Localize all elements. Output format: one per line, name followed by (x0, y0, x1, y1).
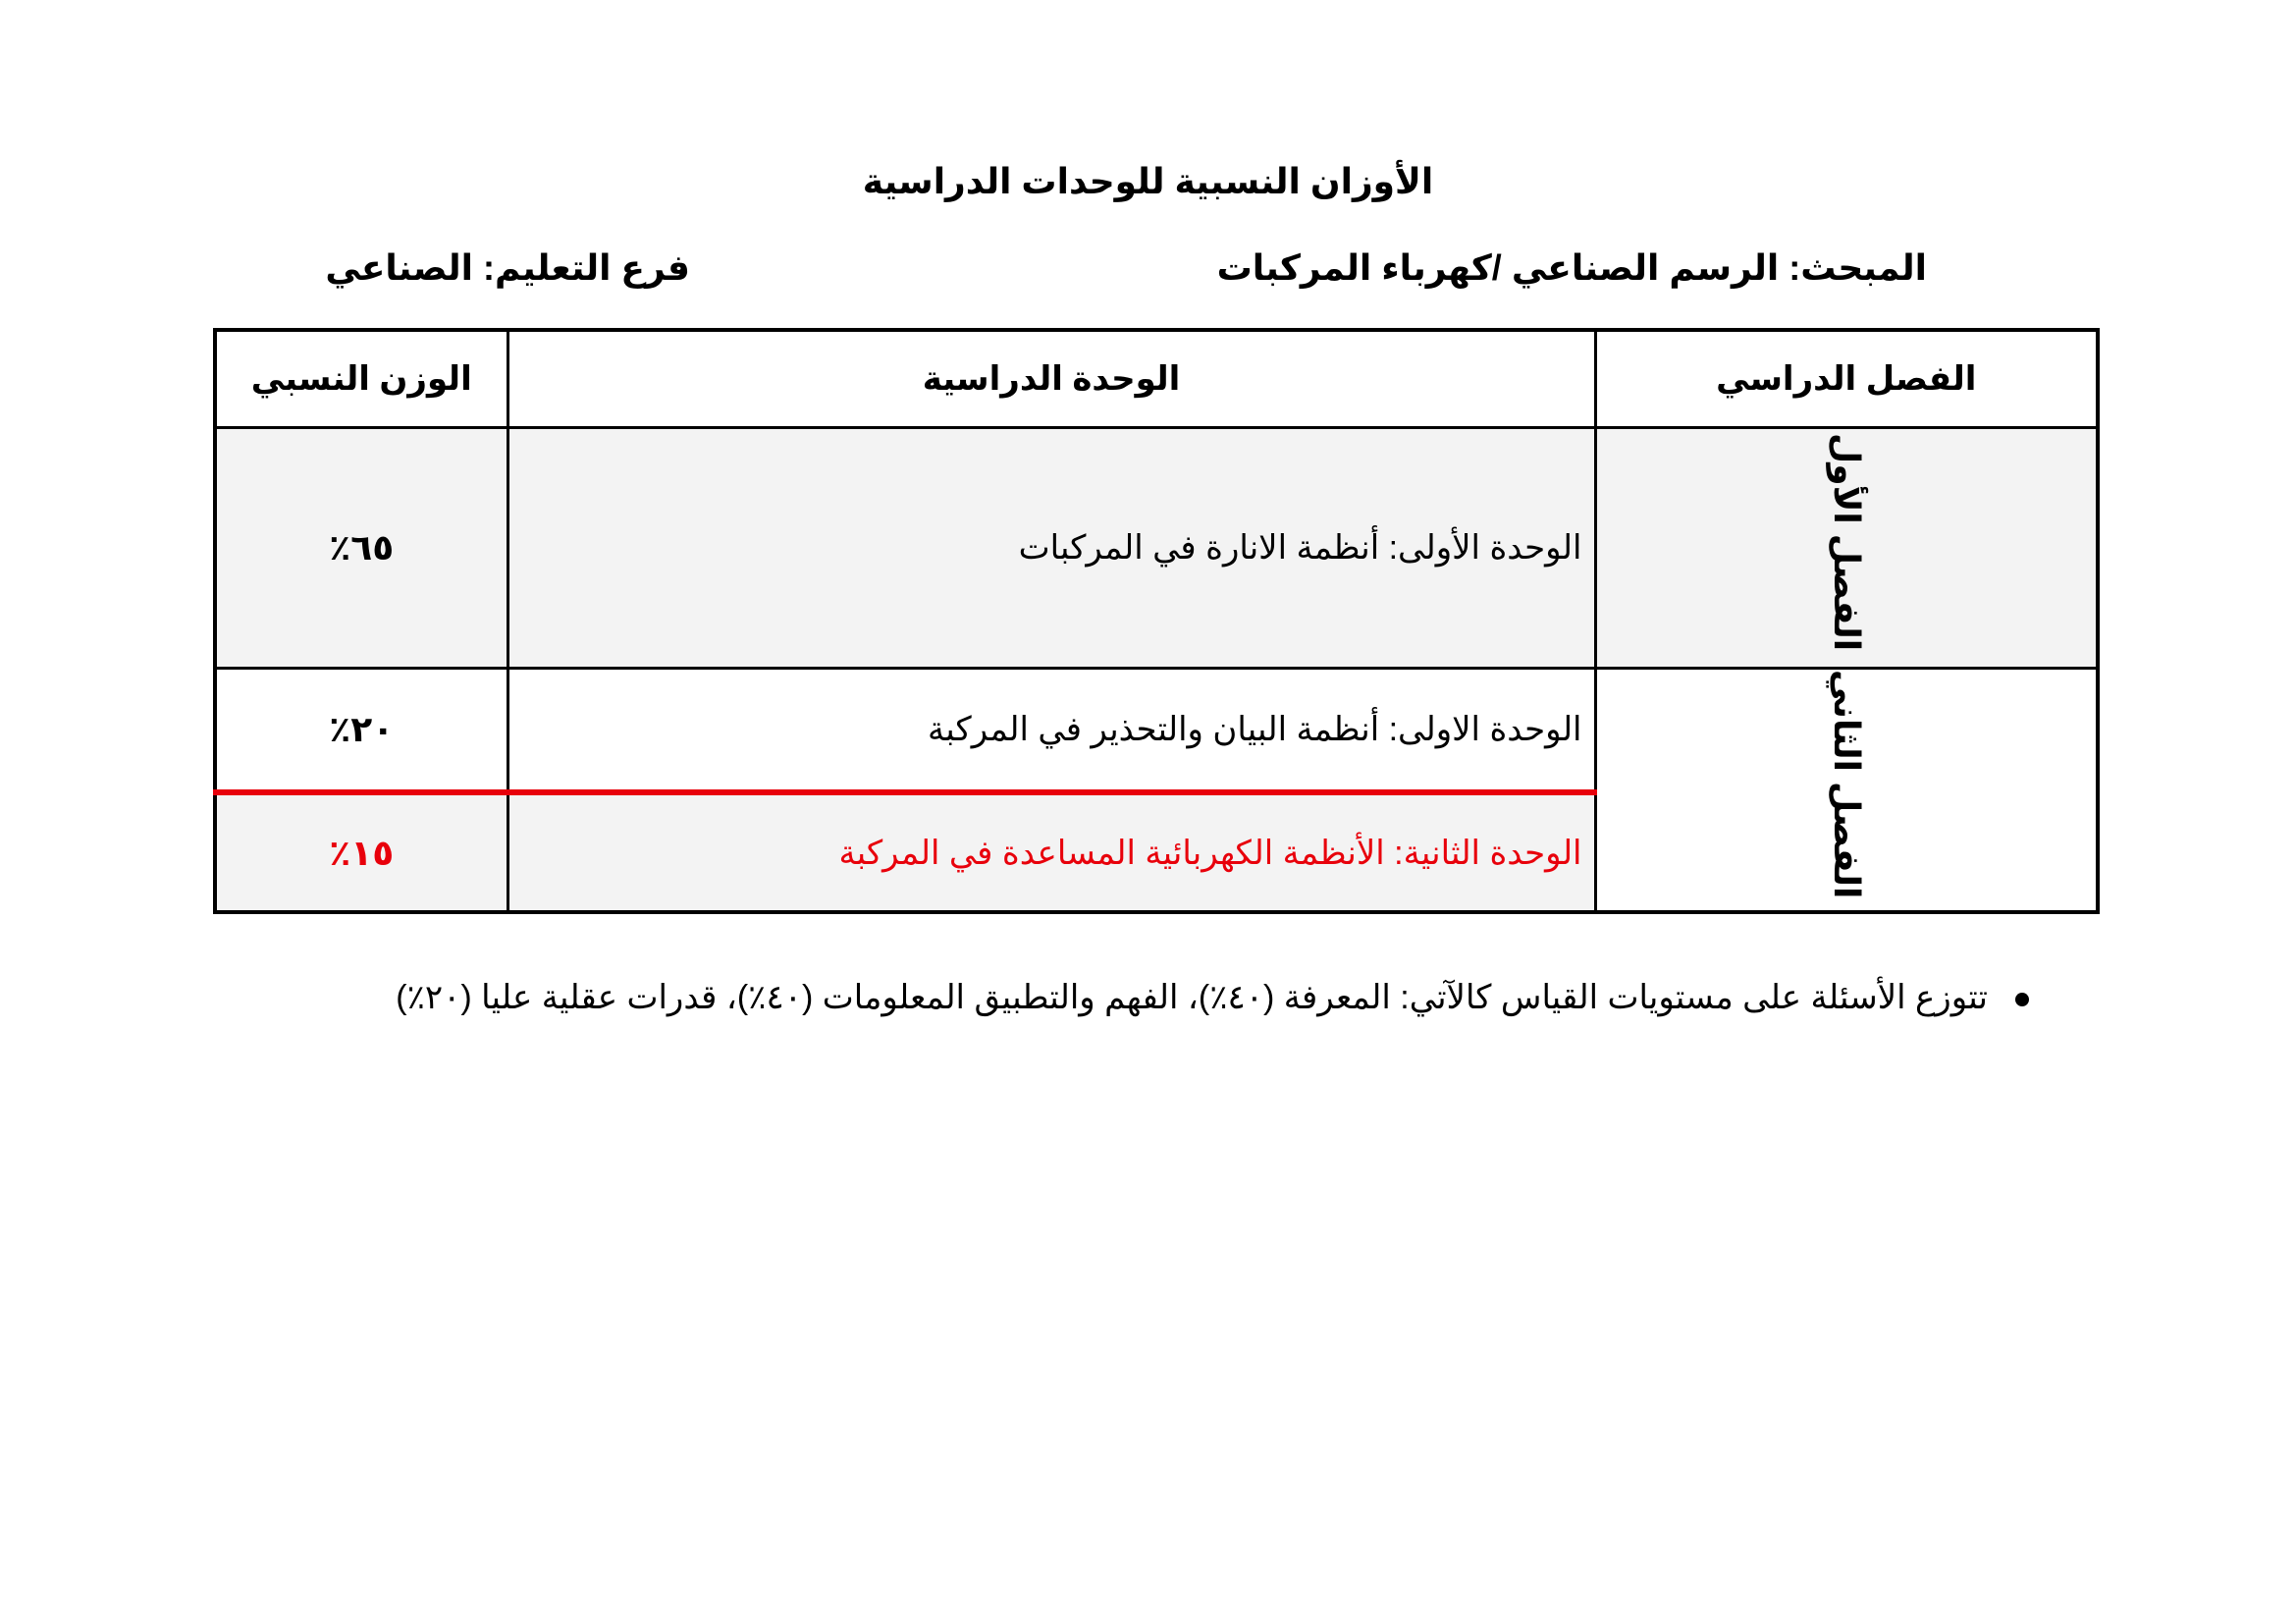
header-unit: الوحدة الدراسية (507, 330, 1595, 428)
semester-label: الفصل الثاني (1826, 670, 1867, 899)
table-row (215, 669, 2098, 792)
semester-label: الفصل الأول (1826, 432, 1867, 652)
semester-cell (1595, 428, 2098, 669)
assessment-note (396, 974, 2029, 1021)
unit-cell: الوحدة الأولى: أنظمة الانارة في المركبات (507, 428, 1595, 669)
semester-cell (1595, 669, 2098, 913)
subject-label: المبحث: الرسم الصناعي /كهرباء المركبات (1216, 247, 1927, 288)
unit-cell: الوحدة الاولى: أنظمة البيان والتحذير في المركبة (507, 669, 1595, 792)
table-header-row (215, 330, 2098, 428)
weight-cell: ٢٠٪ (215, 669, 507, 792)
weight-cell: ٦٥٪ (215, 428, 507, 669)
table-row (215, 428, 2098, 669)
weight-cell: ١٥٪ (215, 792, 507, 913)
page-title: الأوزان النسبية للوحدات الدراسية (862, 161, 1434, 201)
header-semester: الفصل الدراسي (1595, 330, 2098, 428)
relative-weights-table (213, 328, 2100, 914)
header-weight: الوزن النسبي (215, 330, 507, 428)
unit-cell: الوحدة الثانية: الأنظمة الكهربائية المساعدة في المركبة (507, 792, 1595, 913)
bullet-icon (2015, 993, 2029, 1006)
branch-label: فرع التعليم: الصناعي (325, 247, 690, 288)
note-text: تتوزع الأسئلة على مستويات القياس كالآتي: المعرفة (٤٠٪)، الفهم والتطبيق المعلومات (٤٠٪)، قدرات عقلية عليا (٢٠٪) (396, 979, 1988, 1016)
